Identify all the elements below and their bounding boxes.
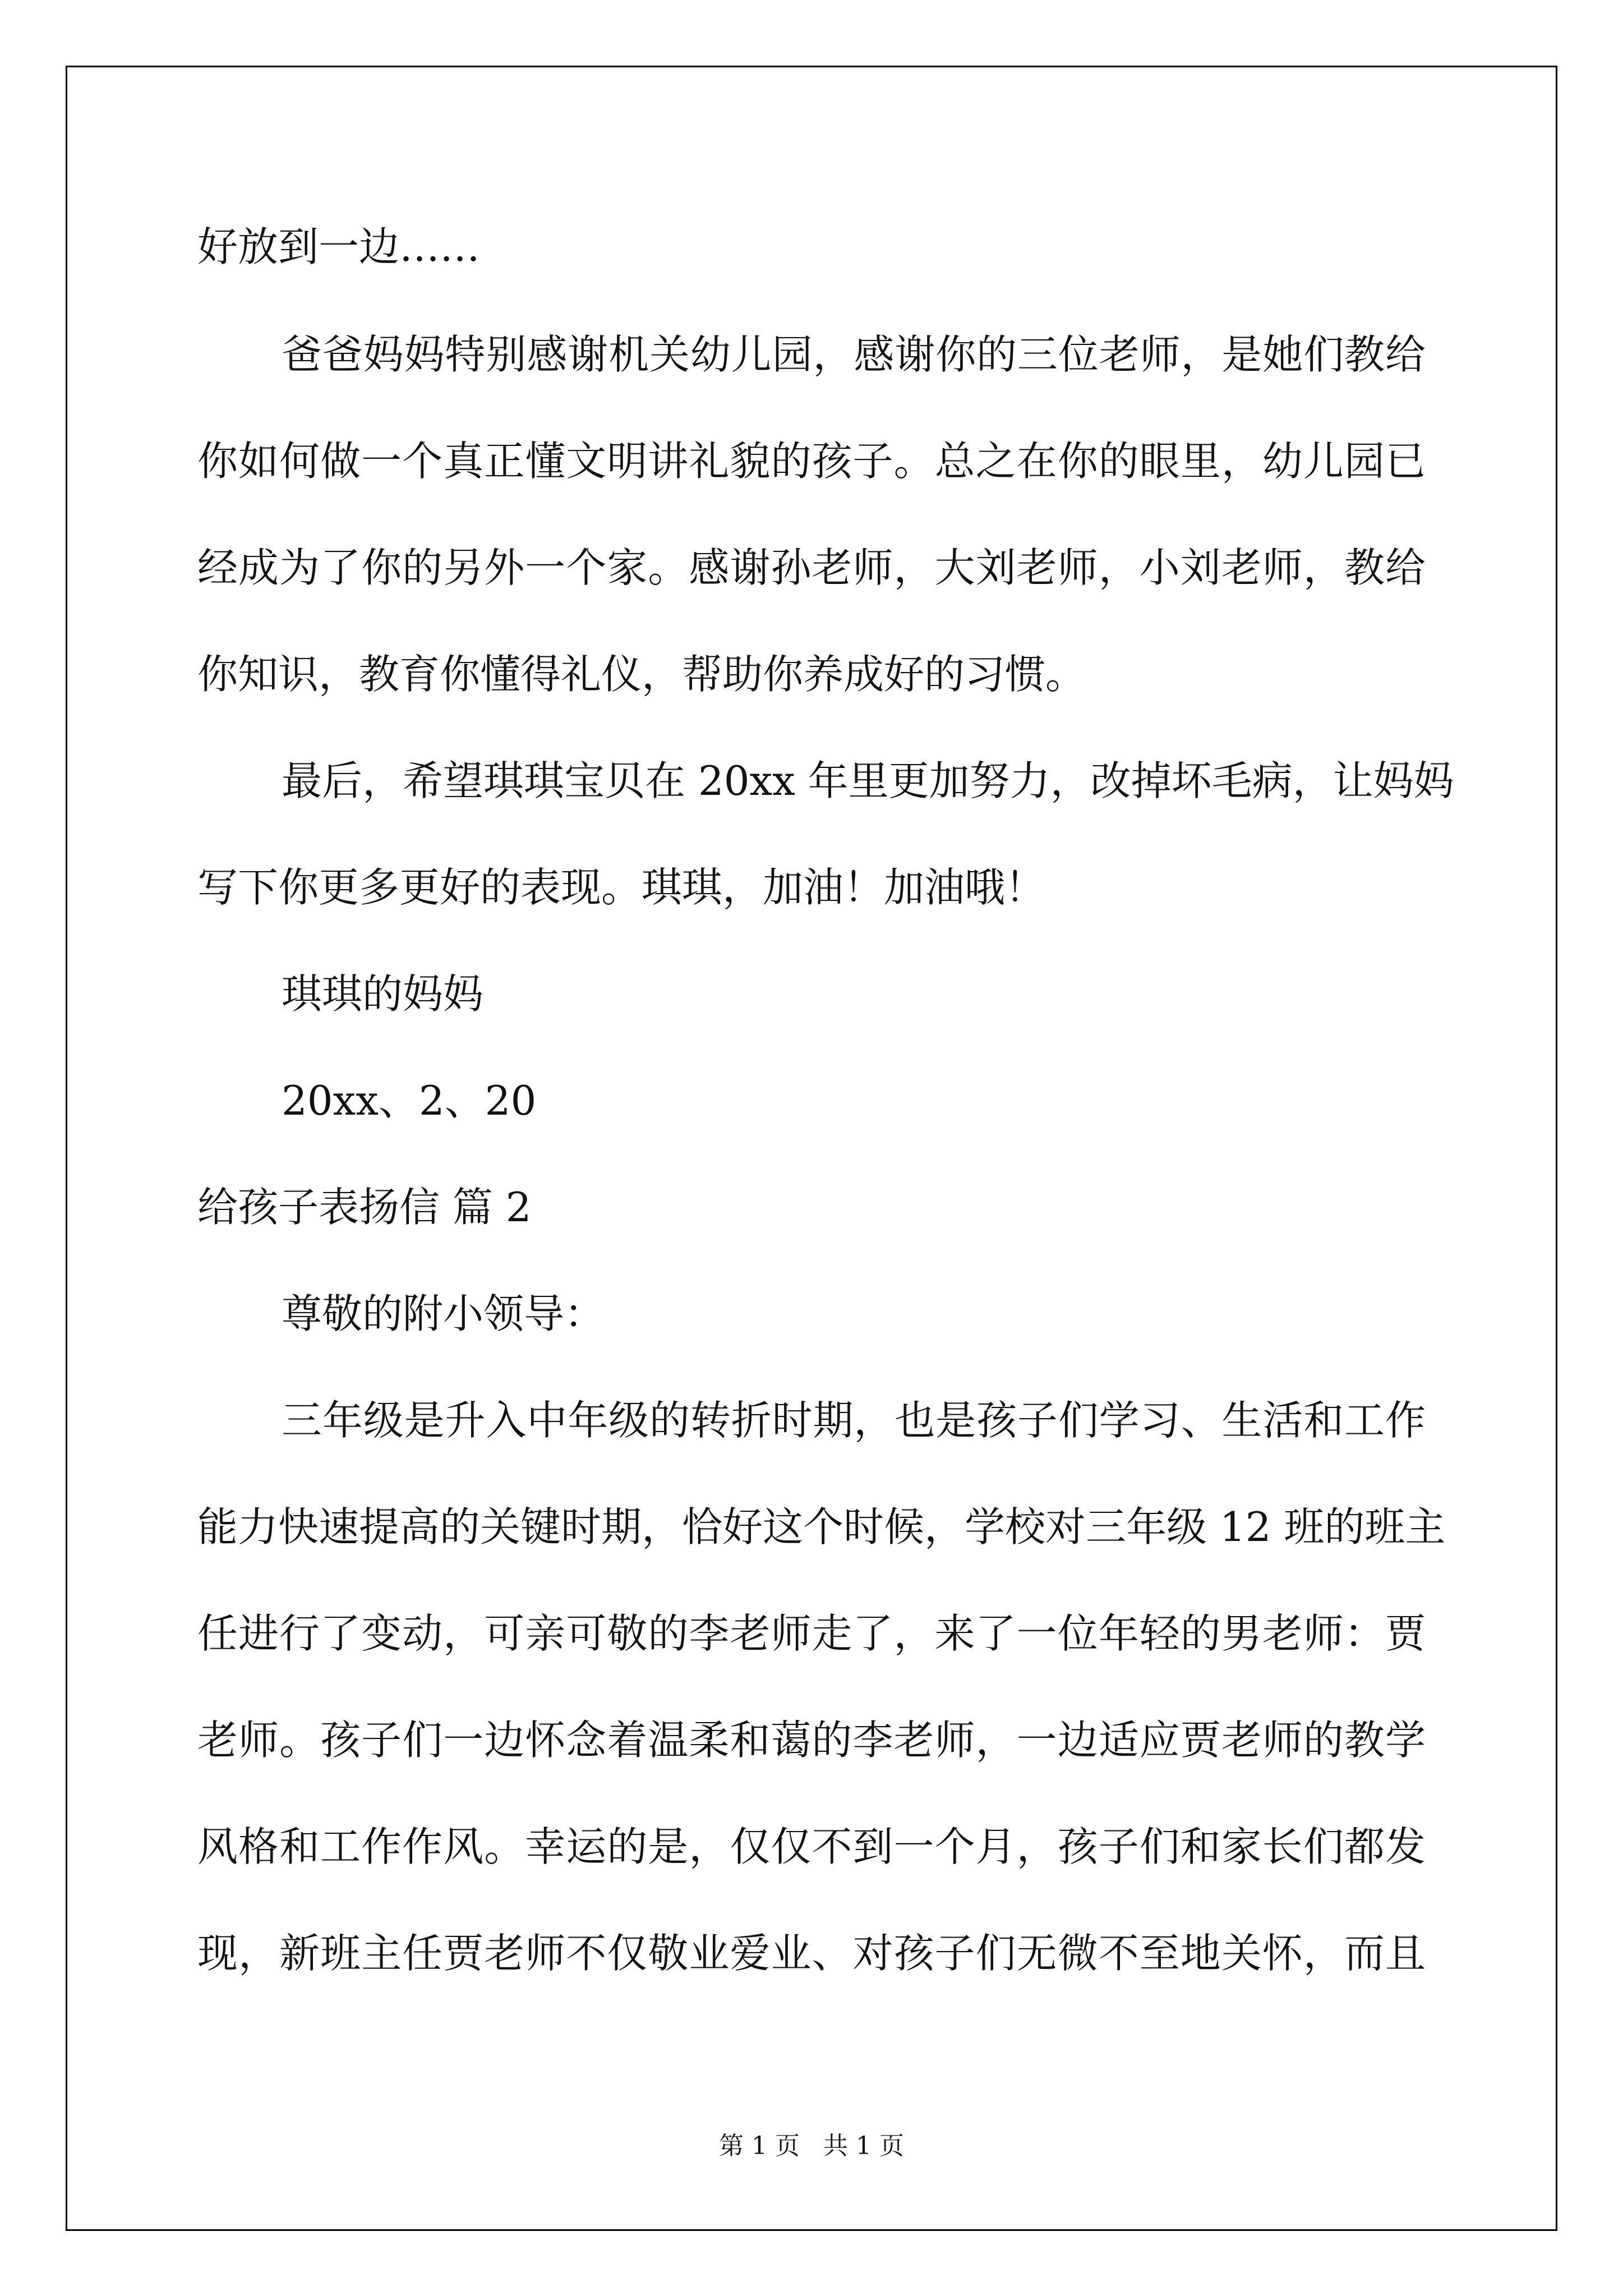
signature-name: 琪琪的妈妈 — [282, 970, 484, 1018]
text-line: 最后，希望琪琪宝贝在 20xx 年里更加努力，改掉坏毛病，让妈妈 — [282, 757, 1454, 804]
section-heading: 给孩子表扬信 篇 2 — [197, 1184, 532, 1231]
signature-date: 20xx、2、20 — [282, 1077, 537, 1124]
text-line: 任进行了变动，可亲可敬的李老师走了，来了一位年轻的男老师：贾 — [197, 1610, 1426, 1657]
salutation: 尊敬的附小领导： — [282, 1290, 605, 1337]
text-line: 能力快速提高的关键时期，恰好这个时候，学校对三年级 12 班的班主 — [197, 1503, 1446, 1550]
text-line: 老师。孩子们一边怀念着温柔和蔼的李老师，一边适应贾老师的教学 — [197, 1717, 1426, 1764]
text-line: 三年级是升入中年级的转折时期，也是孩子们学习、生活和工作 — [282, 1397, 1426, 1444]
text-line: 好放到一边…… — [197, 223, 481, 270]
text-line: 爸爸妈妈特别感谢机关幼儿园，感谢你的三位老师，是她们教给 — [282, 331, 1426, 378]
page-border — [66, 66, 1557, 2231]
text-line: 写下你更多更好的表现。琪琪，加油！加油哦！ — [197, 864, 1046, 911]
text-line: 你如何做一个真正懂文明讲礼貌的孩子。总之在你的眼里，幼儿园已 — [197, 438, 1426, 485]
text-line: 风格和工作作风。幸运的是，仅仅不到一个月，孩子们和家长们都发 — [197, 1823, 1426, 1870]
page-footer: 第 1 页 共 1 页 — [719, 2132, 904, 2160]
text-line: 现，新班主任贾老师不仅敬业爱业、对孩子们无微不至地关怀，而且 — [197, 1930, 1426, 1977]
text-line: 经成为了你的另外一个家。感谢孙老师，大刘老师，小刘老师，教给 — [197, 544, 1426, 591]
text-line: 你知识，教育你懂得礼仪，帮助你养成好的习惯。 — [197, 651, 1086, 698]
